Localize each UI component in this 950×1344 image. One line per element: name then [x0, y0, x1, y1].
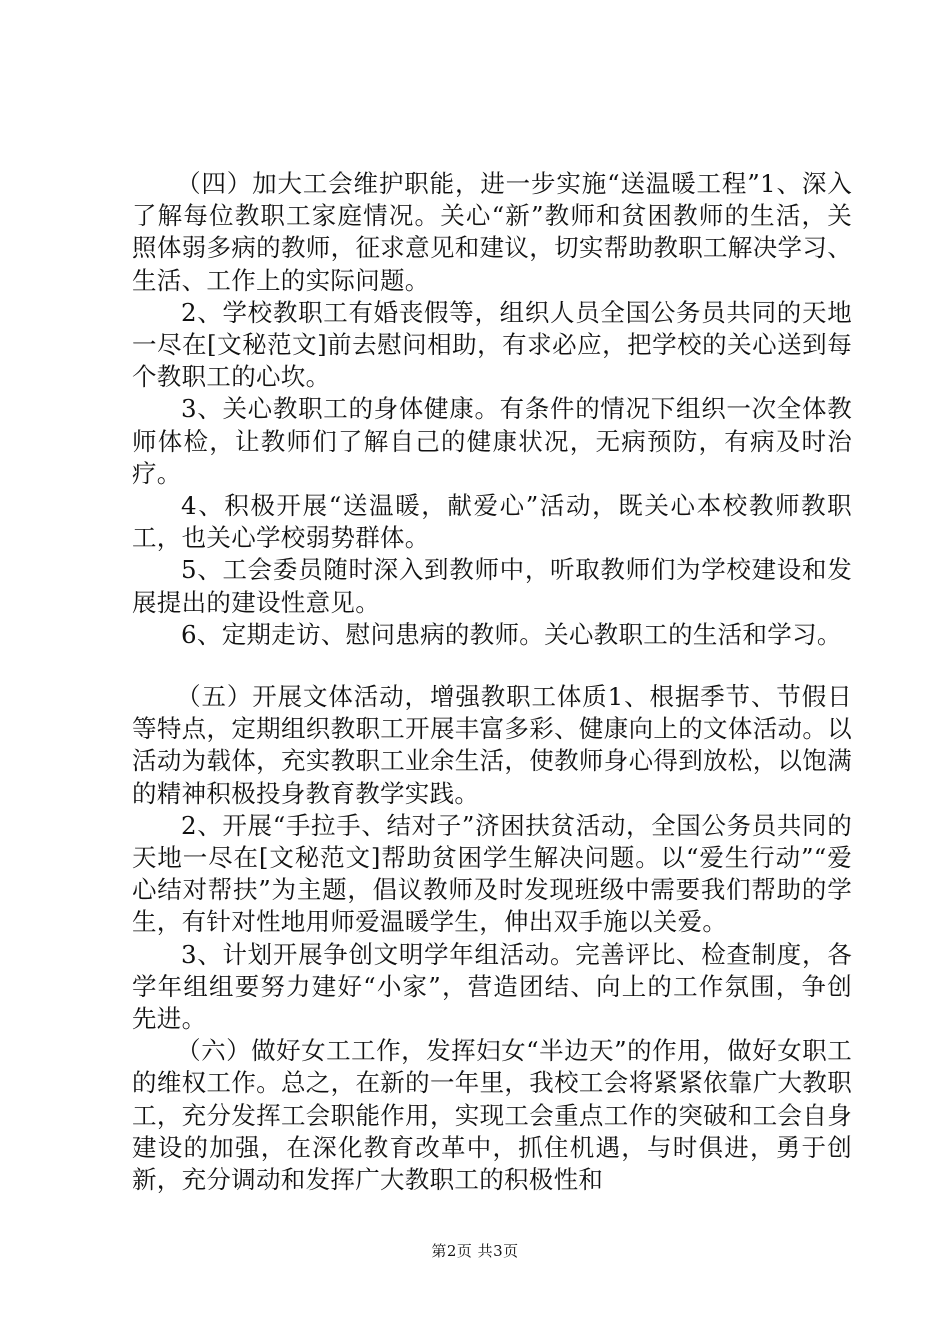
item-paragraph: 3、关心教职工的身体健康。有条件的情况下组织一次全体教师体检，让教师们了解自己的健康状况，无病预防，有病及时治疗。 — [132, 394, 852, 488]
section-five-paragraph: （五）开展文体活动，增强教职工体质1、根据季节、节假日等特点，定期组织教职工开展丰富多彩、健康向上的文体活动。以活动为载体，充实教职工业余生活，使教师身心得到放松，以饱满的精神积极投身教育教学实践。 — [132, 682, 852, 808]
item-paragraph: 3、计划开展争创文明学年组活动。完善评比、检查制度，各学年组组要努力建好“小家”，营造团结、向上的工作氛围，争创先进。 — [132, 939, 852, 1034]
item-paragraph: 6、定期走访、慰问患病的教师。关心教职工的生活和学习。 — [181, 619, 842, 649]
page-number-footer: 第2页 共3页 — [431, 1242, 519, 1260]
item-paragraph: 2、开展“手拉手、结对子”济困扶贫活动，全国公务员共同的天地一尽在[文秘范文]帮助贫困学生解决问题。以“爱生行动”“爱心结对帮扶”为主题，倡议教师及时发现班级中需要我们帮助的学生，有针对性地用师爱温暖学生，伸出双手施以关爱。 — [132, 810, 852, 937]
section-four-paragraph: （四）加大工会维护职能，进一步实施“送温暖工程”1、深入了解每位教职工家庭情况。关心“新”教师和贫困教师的生活，关照体弱多病的教师，征求意见和建议，切实帮助教职工解决学习、生活、工作上的实际问题。 — [132, 169, 852, 295]
paragraph-spacer — [132, 651, 852, 681]
section-six-paragraph: （六）做好女工工作，发挥妇女“半边天”的作用，做好女职工的维权工作。总之，在新的一年里，我校工会将紧紧依靠广大教职工，充分发挥工会职能作用，实现工会重点工作的突破和工会自身建设的加强，在深化教育改革中，抓住机遇，与时俱进，勇于创新，充分调动和发挥广大教职工的积极性和 — [132, 1036, 852, 1195]
item-paragraph: 4、积极开展“送温暖，献爱心”活动，既关心本校教师教职工，也关心学校弱势群体。 — [132, 491, 852, 553]
item-paragraph: 2、学校教职工有婚丧假等，组织人员全国公务员共同的天地一尽在[文秘范文]前去慰问相助，有求必应，把学校的关心送到每个教职工的心坎。 — [132, 297, 852, 392]
item-paragraph: 5、工会委员随时深入到教师中，听取教师们为学校建设和发展提出的建设性意见。 — [132, 555, 852, 617]
document-body — [132, 168, 852, 1196]
